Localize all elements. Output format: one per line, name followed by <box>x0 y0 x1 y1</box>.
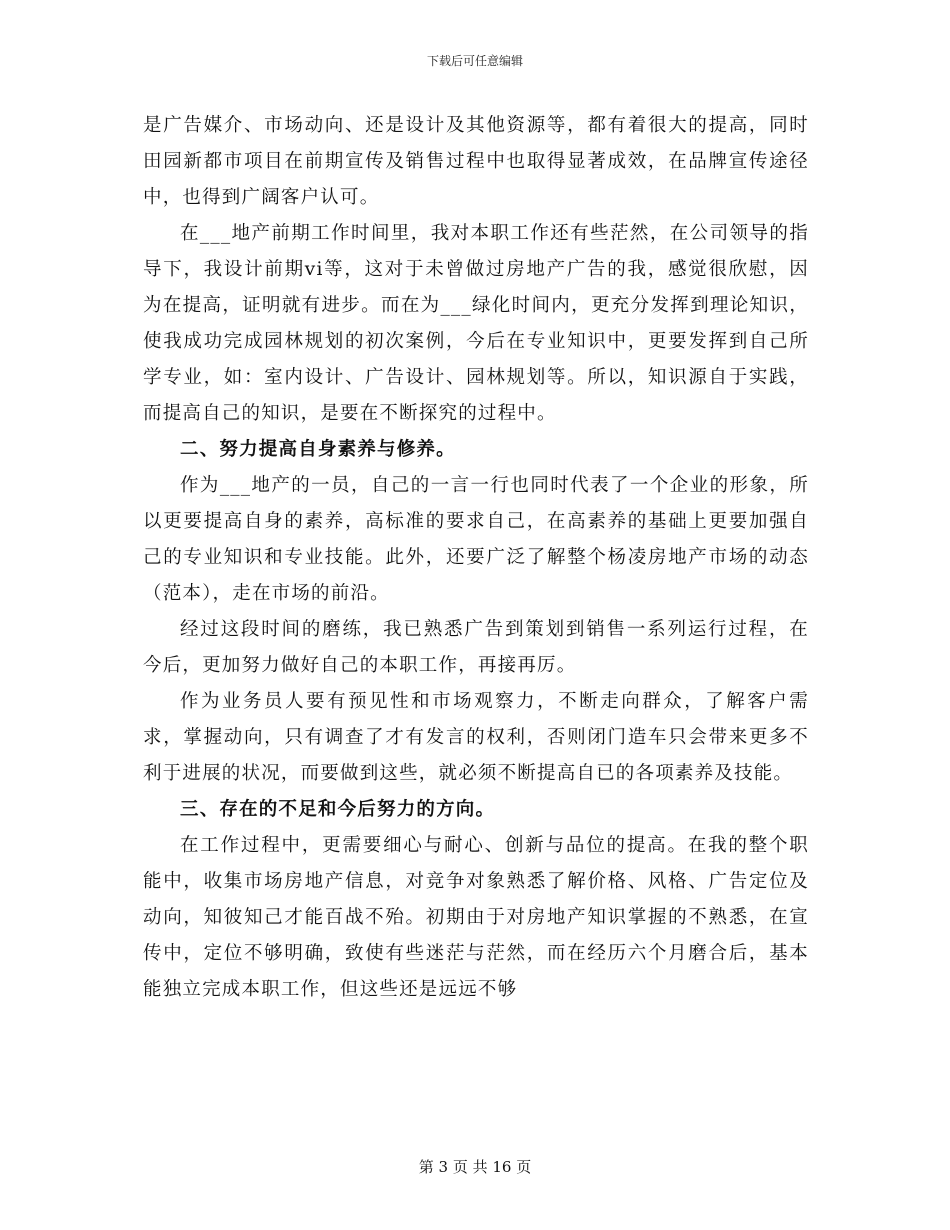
paragraph-experience: 经过这段时间的磨练，我已熟悉广告到策划到销售一系列运行过程，在今后，更加努力做好自己的本职工作，再接再厉。 <box>143 619 809 676</box>
page-number: 第 3 页 共 16 页 <box>418 1158 532 1176</box>
paragraph-continuation: 是广告媒介、市场动向、还是设计及其他资源等，都有着很大的提高，同时田园新都市项目在前期宣传及销售过程中也取得显著成效，在品牌宣传途径中，也得到广阔客户认可。 <box>143 115 809 208</box>
paragraph-company-image: 作为___地产的一员，自己的一言一行也同时代表了一个企业的形象，所以更要提高自身的素养，高标准的要求自己，在高素养的基础上更要加强自己的专业知识和专业技能。此外，还要广泛了解整个杨凌房地产市场的动态（范本），走在市场的前沿。 <box>143 475 809 604</box>
paragraph-shortcomings: 在工作过程中，更需要细心与耐心、创新与品位的提高。在我的整个职能中，收集市场房地产信息，对竞争对象熟悉了解价格、风格、广告定位及动向，知彼知己才能百战不殆。初期由于对房地产知识掌握的不熟悉，在宣传中，定位不够明确，致使有些迷茫与茫然，而在经历六个月磨合后，基本能独立完成本职工作，但这些还是远远不够 <box>143 835 809 1000</box>
section-heading-2: 二、努力提高自身素养与修养。 <box>180 439 456 460</box>
paragraph-salesperson: 作为业务员人要有预见性和市场观察力，不断走向群众，了解客户需求，掌握动向，只有调查了才有发言的权利，否则闭门造车只会带来更多不利于进展的状况，而要做到这些，就必须不断提高自已的各项素养及技能。 <box>143 691 809 784</box>
section-heading-3: 三、存在的不足和今后努力的方向。 <box>180 799 496 820</box>
page-header-note: 下载后可任意编辑 <box>426 54 523 68</box>
document-body <box>143 108 809 1008</box>
paragraph-early-work: 在___地产前期工作时间里，我对本职工作还有些茫然，在公司领导的指导下，我设计前期vi等，这对于未曾做过房地产广告的我，感觉很欣慰，因为在提高，证明就有进步。而在为___绿化时间内，更充分发挥到理论知识，使我成功完成园林规划的初次案例，今后在专业知识中，更要发挥到自己所学专业，如：室内设计、广告设计、园林规划等。所以，知识源自于实践，而提高自己的知识，是要在不断探究的过程中。 <box>143 223 809 424</box>
